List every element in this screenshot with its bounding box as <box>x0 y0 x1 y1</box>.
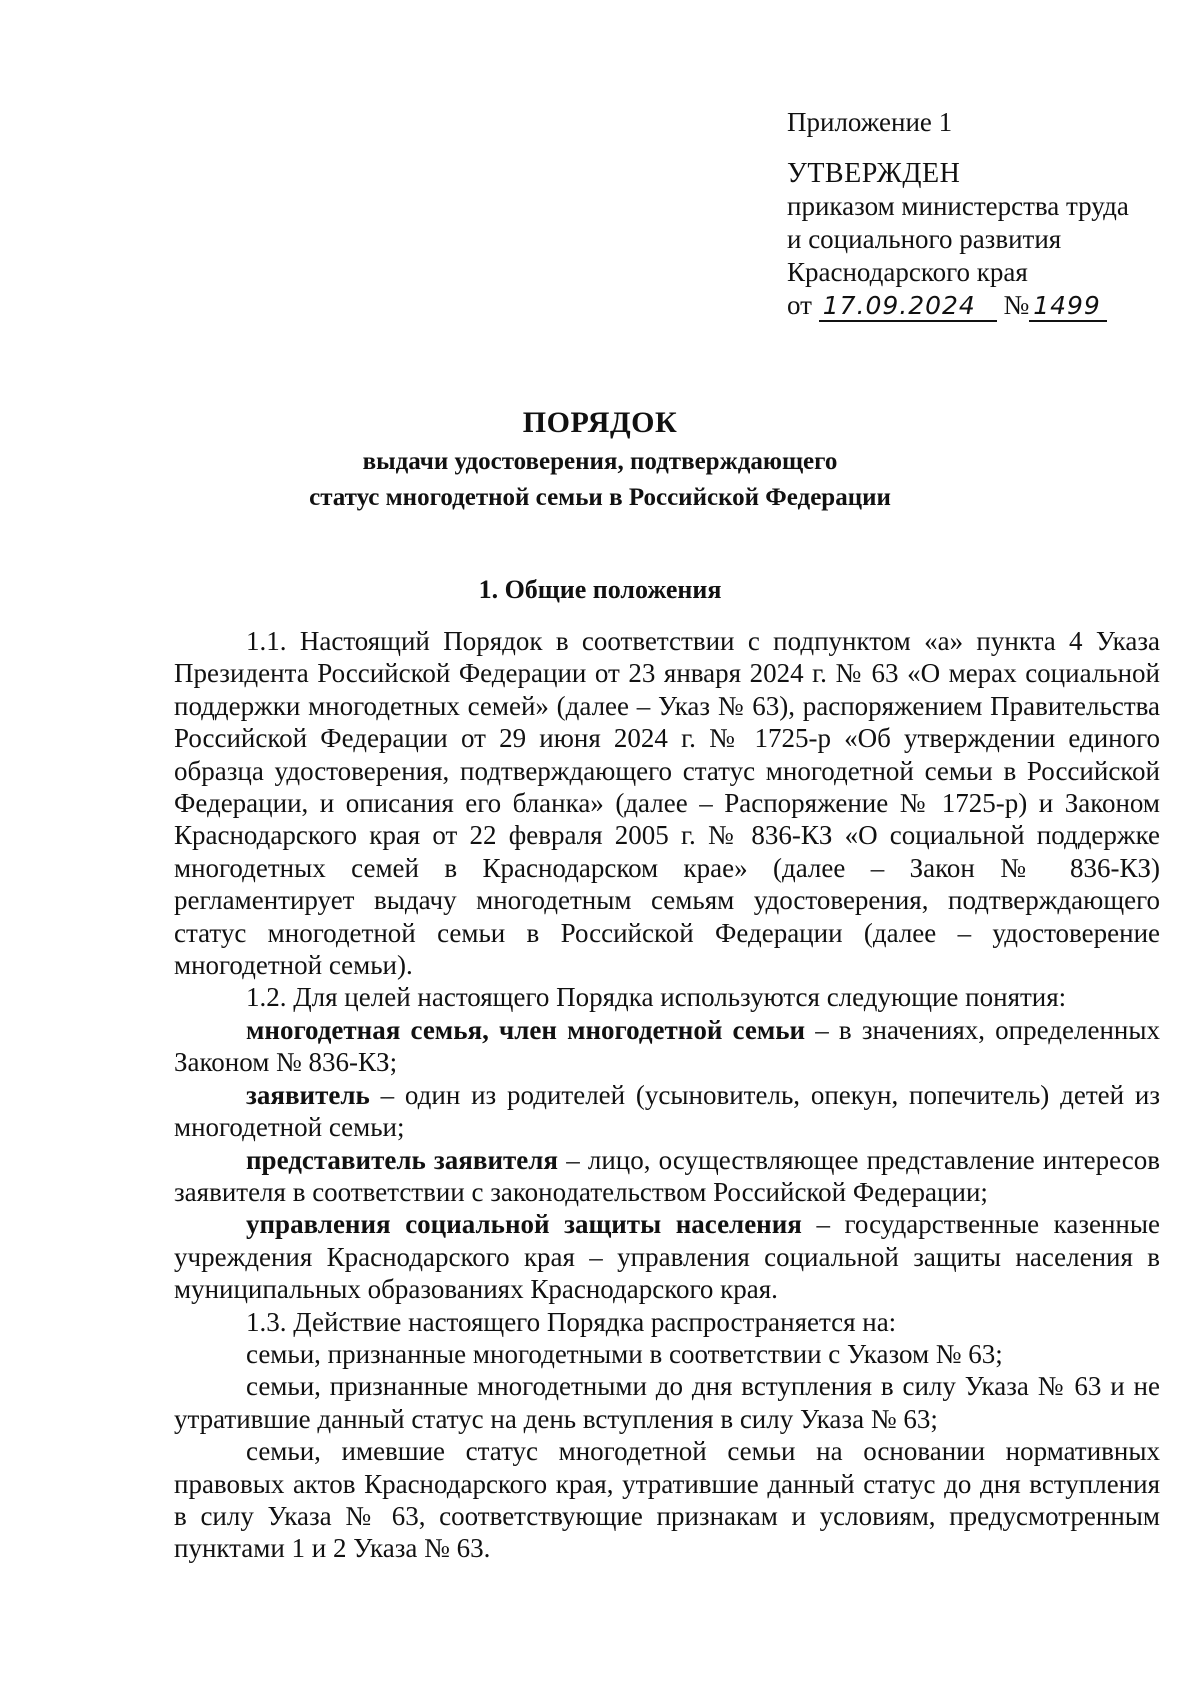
handwritten-date: 17.09.2024 <box>819 292 997 322</box>
definition-large-family <box>174 1014 1160 1079</box>
section-heading: 1. Общие положения <box>478 575 722 604</box>
approval-date-line <box>787 289 1187 322</box>
approval-block <box>787 106 1187 322</box>
appendix-label: Приложение 1 <box>787 107 953 137</box>
approval-line-1: приказом министерства труда <box>787 191 1129 221</box>
document-title <box>0 403 1200 515</box>
paragraph-1-1: 1.1. Настоящий Порядок в соответствии с подпунктом «а» пункта 4 Указа Президента Российской Федерации от 23 января 2024 г. № 63 «О мерах социальной поддержки многодетных семей» (далее – Указ № 63), распоряжением Правительства Российской Федерации от 29 июня 2024 г. № 1725-р «Об утверждении единого образца удостоверения, подтверждающего статус многодетной семьи в Российской Федерации, и описания его бланка» (далее – Распоряжение № 1725-р) и Законом Краснодарского края от 22 февраля 2005 г. № 836-КЗ «О социальной поддержке многодетных семей в Краснодарском крае» (далее – Закон № 836-КЗ) регламентирует выдачу многодетным семьям удостоверения, подтверждающего статус многодетной семьи в Российской Федерации (далее – удостоверение многодетной семьи). <box>174 626 1160 981</box>
definition-applicant-representative <box>174 1144 1160 1209</box>
definition-social-protection <box>174 1208 1160 1305</box>
handwritten-number: 1499 <box>1029 292 1107 322</box>
definition-term: заявитель <box>246 1079 370 1110</box>
definition-term: управления социальной защиты населения <box>246 1209 802 1240</box>
definition-applicant <box>174 1079 1160 1144</box>
list-item: семьи, имевшие статус многодетной семьи на основании нормативных правовых актов Краснодарского края, утратившие данный статус до дня вступления в силу Указа № 63, соответствующие признакам и условиям, предусмотренным пунктами 1 и 2 Указа № 63. <box>174 1436 1160 1564</box>
date-prefix: от <box>787 290 812 320</box>
title-main: ПОРЯДОК <box>522 406 678 439</box>
document-body <box>174 625 1160 1565</box>
list-item: семьи, признанные многодетными в соответствии с Указом № 63; <box>246 1338 1003 1369</box>
definition-text: – государственные казенные учреждения Краснодарского края – управления социальной защиты населения в муниципальных образованиях Краснодарского края. <box>174 1209 1160 1305</box>
definition-term: представитель заявителя <box>246 1144 559 1175</box>
definition-text: – один из родителей (усыновитель, опекун, попечитель) детей из многодетной семьи; <box>174 1079 1160 1143</box>
title-sub-line-2: статус многодетной семьи в Российской Федерации <box>309 484 891 511</box>
definition-text: – в значениях, определенных Законом № 836-КЗ; <box>174 1014 1160 1078</box>
approved-label: УТВЕРЖДЕН <box>787 158 961 189</box>
title-sub-line-1: выдачи удостоверения, подтверждающего <box>362 448 838 475</box>
approval-line-3: Краснодарского края <box>787 257 1028 287</box>
paragraph-1-3: 1.3. Действие настоящего Порядка распространяется на: <box>246 1306 897 1337</box>
definition-text: – лицо, осуществляющее представление интересов заявителя в соответствии с законодательством Российской Федерации; <box>174 1144 1160 1207</box>
number-prefix: № <box>1003 290 1030 320</box>
list-item: семьи, признанные многодетными до дня вступления в силу Указа № 63 и не утратившие данный статус на день вступления в силу Указа № 63; <box>174 1371 1160 1434</box>
definition-term: многодетная семья, член многодетной семьи <box>246 1014 806 1045</box>
paragraph-1-2: 1.2. Для целей настоящего Порядка используются следующие понятия: <box>246 982 1067 1013</box>
approval-line-2: и социального развития <box>787 224 1062 254</box>
